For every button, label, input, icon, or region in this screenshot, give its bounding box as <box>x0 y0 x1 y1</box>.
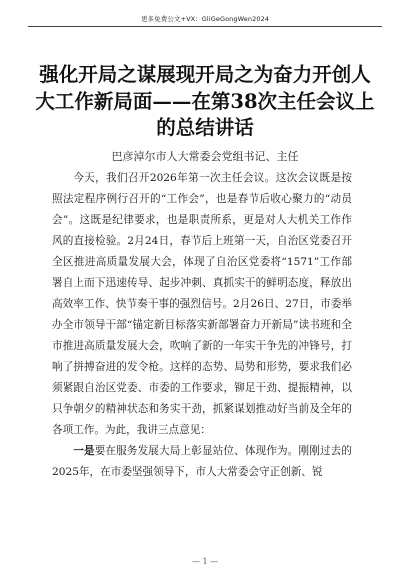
paragraph-lead: 一是 <box>73 445 95 457</box>
document-title: 强化开局之谋展现开局之为奋力开创人大工作新局面——在第38次主任会议上的总结讲话 <box>35 63 375 139</box>
paragraph-text: 要在服务发展大局上彰显站位、体现作为。刚刚过去的2025年，在市委坚强领导下，市人大常委会守正创新、锐 <box>52 445 353 478</box>
paragraph-text: 今天，我们召开2026年第一次主任会议。这次会议既是按照法定程序例行召开的“工作会”，也是春节后收心聚力的“动员会”。这既是纪律要求，也是职责所系，更是对人大机关工作作风的直接检验。2月24日，春节后上班第一天，自治区党委召开全区推进高质量发展大会，体现了自治区党委将“1571”工作部署自上而下迅速传导、起步冲刺、真抓实干的鲜明态度，释放出高效率工作、快节奏干事的强烈信号。2月26日、27日，市委举办全市领导干部“锚定新目标落实新部署奋力开新局”读书班和全市推进高质量发展大会，吹响了新的一年实干争先的冲锋号，打响了拼搏奋进的发令枪。这样的态势、局势和形势，要求我们必须紧跟自治区党委、市委的工作要求，铆足干劲、提振精神，以只争朝夕的精神状态和务实干劲，抓紧谋划推动好当前及全年的各项工作。为此，我讲三点意见： <box>52 172 352 436</box>
header-banner: 更多免费公文+VX：GliGeGongWen2024 <box>140 15 270 23</box>
header-divider <box>28 26 382 27</box>
author-line: 巴彦淖尔市人大常委会党组书记、主任 <box>111 150 299 163</box>
page-number: — 1 — <box>191 557 219 566</box>
body-paragraph <box>52 168 352 441</box>
body-paragraph <box>52 441 352 483</box>
document-body <box>52 168 352 483</box>
